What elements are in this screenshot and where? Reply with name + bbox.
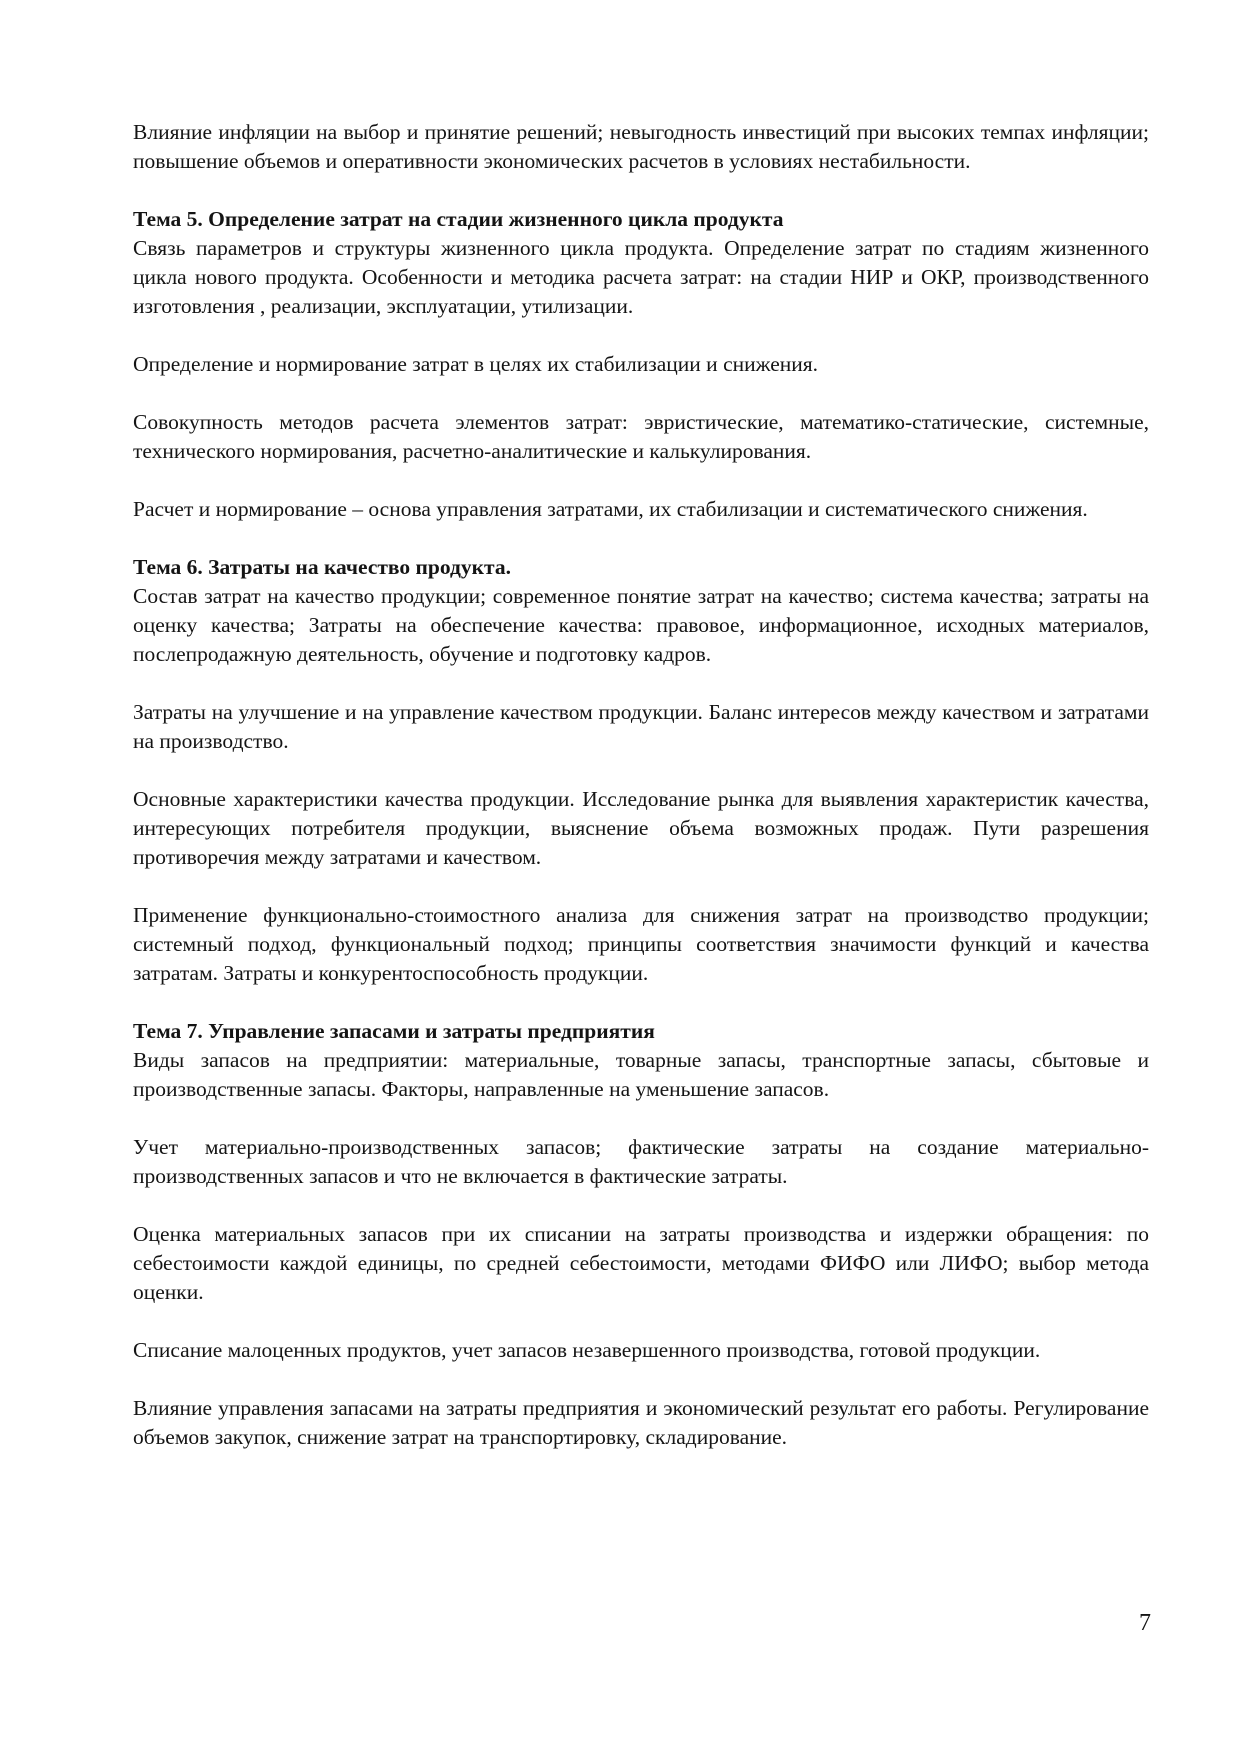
topic-5-paragraph-4: Расчет и нормирование – основа управления затратами, их стабилизации и систематического снижения. xyxy=(133,497,1088,521)
topic-5-section xyxy=(133,205,1149,524)
topic-5-paragraph-2: Определение и нормирование затрат в целях их стабилизации и снижения. xyxy=(133,352,819,376)
topic-7-paragraph-1: Виды запасов на предприятии: материальные, товарные запасы, транспортные запасы, сбытовые и производственные запасы. Факторы, направленные на уменьшение запасов. xyxy=(133,1048,1149,1101)
topic-7-paragraph-4: Списание малоценных продуктов, учет запасов незавершенного производства, готовой продукции. xyxy=(133,1338,1041,1362)
topic-6-paragraph-2: Затраты на улучшение и на управление качеством продукции. Баланс интересов между качеством и затратами на производство. xyxy=(133,700,1149,753)
topic-7-paragraph-3: Оценка материальных запасов при их списании на затраты производства и издержки обращения: по себестоимости каждой единицы, по средней себестоимости, методами ФИФО или ЛИФО; выбор метода оценки. xyxy=(133,1222,1149,1304)
topic-5-heading: Тема 5. Определение затрат на стадии жизненного цикла продукта xyxy=(133,207,784,231)
topic-5-paragraph-1: Связь параметров и структуры жизненного цикла продукта. Определение затрат по стадиям жизненного цикла нового продукта. Особенности и методика расчета затрат: на стадии НИР и ОКР, производственного изготовления , реализации, эксплуатации, утилизации. xyxy=(133,236,1149,318)
topic-6-paragraph-1: Состав затрат на качество продукции; современное понятие затрат на качество; система качества; затраты на оценку качества; Затраты на обеспечение качества: правовое, информационное, исходных материалов, послепродажную деятельность, обучение и подготовку кадров. xyxy=(133,584,1149,666)
topic-6-paragraph-4: Применение функционально-стоимостного анализа для снижения затрат на производство продукции; системный подход, функциональный подход; принципы соответствия значимости функций и качества затратам. Затраты и конкурентоспособность продукции. xyxy=(133,903,1149,985)
topic-7-paragraph-2: Учет материально-производственных запасов; фактические затраты на создание материально-производственных запасов и что не включается в фактические затраты. xyxy=(133,1135,1149,1188)
page-content xyxy=(133,118,1149,1452)
topic-7-paragraph-5: Влияние управления запасами на затраты предприятия и экономический результат его работы. Регулирование объемов закупок, снижение затрат на транспортировку, складирование. xyxy=(133,1396,1149,1449)
topic-7-heading: Тема 7. Управление запасами и затраты предприятия xyxy=(133,1019,655,1043)
page-number: 7 xyxy=(1139,1610,1151,1636)
topic-7-section xyxy=(133,1017,1149,1452)
topic-6-section xyxy=(133,553,1149,988)
topic-6-heading: Тема 6. Затраты на качество продукта. xyxy=(133,555,511,579)
intro-paragraph: Влияние инфляции на выбор и принятие решений; невыгодность инвестиций при высоких темпах инфляции; повышение объемов и оперативности экономических расчетов в условиях нестабильности. xyxy=(133,120,1149,173)
topic-5-paragraph-3: Совокупность методов расчета элементов затрат: эвристические, математико-статические, системные, технического нормирования, расчетно-аналитические и калькулирования. xyxy=(133,410,1149,463)
topic-6-paragraph-3: Основные характеристики качества продукции. Исследование рынка для выявления характеристик качества, интересующих потребителя продукции, выяснение объема возможных продаж. Пути разрешения противоречия между затратами и качеством. xyxy=(133,787,1149,869)
